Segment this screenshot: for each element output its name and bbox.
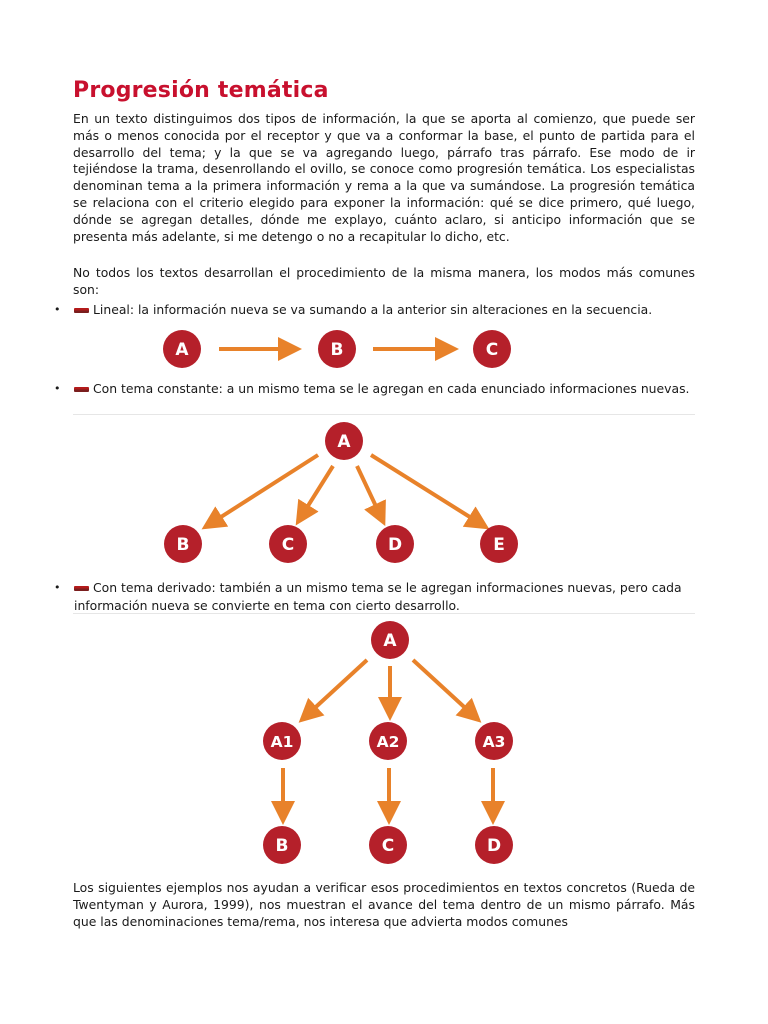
node-derivado-a3 [475,722,513,760]
svg-text:D: D [486,836,502,856]
bullet-derivado-text: Con tema derivado: también a un mismo tema se le agregan informaciones nuevas, pero cada información nueva se convierte en tema con cierto desarrollo. [74,580,682,613]
node-derivado-a1 [263,722,301,760]
svg-text:C: C [485,340,499,360]
arrow-a-c [301,466,333,517]
svg-text:A2: A2 [376,733,400,751]
node-constante-c [269,525,307,563]
node-derivado-a [371,621,409,659]
node-constante-d [376,525,414,563]
svg-text:A: A [383,631,397,651]
bullet-constante-text: Con tema constante: a un mismo tema se le agregan en cada enunciado informaciones nuevas. [93,381,690,396]
arrow-a-a1 [306,660,367,716]
page-title: Progresión temática [73,78,329,103]
diagram-derivado [0,618,768,873]
node-lineal-a [163,330,201,368]
svg-text:A: A [337,432,351,452]
svg-text:A1: A1 [270,733,294,751]
node-lineal-c [473,330,511,368]
node-derivado-c [369,826,407,864]
intro-paragraph: En un texto distinguimos dos tipos de información, la que se aporta al comienzo, que puede ser más o menos conocida por el receptor y que va a conformar la base, el punto de partida para el desarrollo del tema; y la que se va agregando luego, párrafo tras párrafo. Ese modo de ir tejiéndose la trama, desenrollando el ovillo, se conoce como progresión temática. Los especialistas denominan tema a la primera información y rema a la que va sumándose. La progresión temática se relaciona con el criterio elegido para exponer la información: qué se dice primero, qué luego, dónde se agregan detalles, dónde me explayo, cuánto aclaro, si anticipo información que se presenta más adelante, si me detengo o no a recapitular lo dicho, etc. [73,111,695,244]
arrow-a-e [371,455,481,524]
bullet-dot: • [54,303,61,316]
svg-text:A3: A3 [482,733,506,751]
divider [73,613,695,614]
node-constante-e [480,525,518,563]
arrow-a-d [357,466,381,517]
diagram-lineal [0,320,768,380]
flag-icon [74,387,89,392]
closing-paragraph: Los siguientes ejemplos nos ayudan a verificar esos procedimientos en textos concretos (Rueda de Twentyman y Aurora, 1999), nos muestran el avance del tema dentro de un mismo párrafo. Más que las denominaciones tema/rema, nos interesa que advierta modos comunes [73,880,695,929]
divider [73,414,695,415]
node-constante-a [325,422,363,460]
svg-text:B: B [330,340,344,360]
diagram-constante [0,420,768,570]
node-derivado-a2 [369,722,407,760]
svg-text:A: A [175,340,189,360]
svg-text:B: B [275,836,289,856]
flag-icon [74,586,89,591]
node-derivado-d [475,826,513,864]
bullet-dot: • [54,382,61,395]
node-lineal-b [318,330,356,368]
svg-text:C: C [281,535,295,555]
arrow-a-a3 [413,660,474,716]
svg-text:B: B [176,535,190,555]
svg-text:E: E [493,535,505,555]
bullet-lineal-text: Lineal: la información nueva se va sumando a la anterior sin alteraciones en la secuencia. [93,302,653,317]
svg-text:D: D [387,535,403,555]
modes-intro-paragraph: No todos los textos desarrollan el procedimiento de la misma manera, los modos más comunes son: [73,265,695,297]
node-constante-b [164,525,202,563]
node-derivado-b [263,826,301,864]
flag-icon [74,308,89,313]
bullet-dot: • [54,581,61,594]
svg-text:C: C [381,836,395,856]
